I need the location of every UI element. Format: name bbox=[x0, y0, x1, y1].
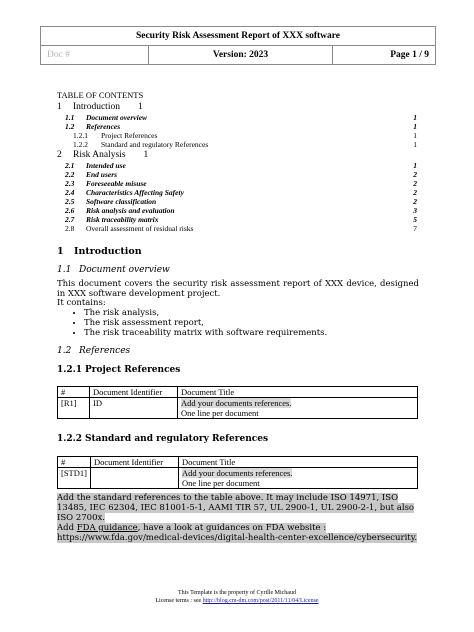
column-header: Document Identifier bbox=[90, 457, 178, 468]
table-header-row bbox=[58, 457, 418, 468]
footer-license-line: License terms : see http://blog.cm-dm.com/post/2011/11/04/License bbox=[155, 598, 319, 604]
toc-entry[interactable]: 2.1 Intended use 1 bbox=[65, 161, 417, 170]
column-header: Document Title bbox=[178, 387, 418, 398]
toc-entry[interactable]: 2.4 Characteristics Affecting Safety 2 bbox=[65, 188, 417, 197]
table-cell: [R1] bbox=[58, 398, 90, 419]
footer-property-line: This Template is the property of Cyrille Michaud bbox=[178, 590, 296, 596]
table-cell: Add your documents references. One line per document bbox=[178, 468, 417, 489]
toc-entry[interactable]: 1 Introduction 1 bbox=[57, 102, 143, 112]
instruction-note: Add the standard references to the table above. It may include ISO 14971, ISO 13485, IEC 62304, IEC 81001-5-1, AAMI TIR 57, UL 2900-1, UL 2900-2-1, but also ISO 2700x. Add FDA guidance, have a look at guidances on FDA website : https://www.fda.gov/medical-devices/digital-health-center-excellence/cybersecurity. bbox=[57, 493, 418, 543]
column-header: # bbox=[58, 387, 90, 398]
project-references-table bbox=[57, 386, 418, 419]
section-heading-standard-references: 1.2.2 Standard and regulatory References bbox=[57, 434, 269, 444]
toc-entry[interactable]: 1.2.1 Project References 1 bbox=[73, 131, 417, 140]
toc-entry[interactable]: 2.6 Risk analysis and evaluation 3 bbox=[65, 206, 417, 215]
toc-entry[interactable]: 1.2.2 Standard and regulatory References 1 bbox=[73, 140, 417, 149]
page-footer bbox=[0, 589, 474, 605]
header-version: Version: 2023 bbox=[149, 46, 333, 65]
column-header: # bbox=[58, 457, 91, 468]
table-cell: Add your documents references. One line per document bbox=[178, 398, 418, 419]
toc-entry[interactable]: 1.1 Document overview 1 bbox=[65, 113, 417, 122]
list-item: • The risk analysis, bbox=[84, 308, 327, 318]
header-page-number: Page 1 / 9 bbox=[333, 46, 436, 65]
toc-entry[interactable]: 2.5 Software classification 2 bbox=[65, 197, 417, 206]
column-header: Document Identifier bbox=[90, 387, 178, 398]
section-heading-introduction: 1 Introduction bbox=[57, 246, 142, 257]
toc-entry[interactable]: 2.7 Risk traceability matrix 5 bbox=[65, 215, 417, 224]
header-doc-number: Doc # bbox=[41, 46, 149, 65]
section-heading-references: 1.2 References bbox=[57, 346, 131, 356]
table-row bbox=[58, 468, 418, 489]
toc-entry[interactable]: 1.2 References 1 bbox=[65, 122, 417, 131]
section-heading-project-references: 1.2.1 Project References bbox=[57, 365, 181, 375]
section-heading-document-overview: 1.1 Document overview bbox=[57, 265, 170, 275]
table-of-contents bbox=[57, 90, 417, 233]
table-cell bbox=[90, 468, 178, 489]
table-cell: ID bbox=[90, 398, 178, 419]
table-header-row bbox=[58, 387, 418, 398]
toc-entry[interactable]: 2.2 End users 2 bbox=[65, 170, 417, 179]
toc-entry[interactable]: 2.3 Foreseeable misuse 2 bbox=[65, 179, 417, 188]
header-title: Security Risk Assessment Report of XXX software bbox=[41, 27, 436, 46]
list-item: • The risk assessment report, bbox=[84, 318, 327, 328]
page-header bbox=[40, 26, 436, 65]
overview-paragraph: This document covers the security risk assessment report of XXX device, designed in XXX software development project. bbox=[57, 279, 419, 299]
toc-heading: TABLE OF CONTENTS bbox=[57, 90, 144, 100]
contains-label: It contains: bbox=[57, 298, 106, 308]
table-cell: [STD1] bbox=[58, 468, 91, 489]
list-item: • The risk traceability matrix with software requirements. bbox=[84, 328, 327, 338]
toc-entry[interactable]: 2 Risk Analysis 1 bbox=[57, 150, 149, 160]
toc-entry[interactable]: 2.8 Overall assessment of residual risks 7 bbox=[65, 224, 417, 233]
standard-references-table bbox=[57, 456, 418, 489]
column-header: Document Title bbox=[178, 457, 417, 468]
note-line-standards: Add the standard references to the table above. It may include ISO 14971, ISO 13485, IEC 62304, IEC 81001-5-1, AAMI TIR 57, UL 2900-1, UL 2900-2-1, but also ISO 2700x. bbox=[57, 493, 415, 523]
license-link[interactable]: http://blog.cm-dm.com/post/2011/11/04/License bbox=[202, 598, 319, 604]
fda-guidance-link[interactable]: FDA guidance bbox=[76, 523, 138, 533]
contents-list bbox=[70, 308, 327, 338]
table-row bbox=[58, 398, 418, 419]
